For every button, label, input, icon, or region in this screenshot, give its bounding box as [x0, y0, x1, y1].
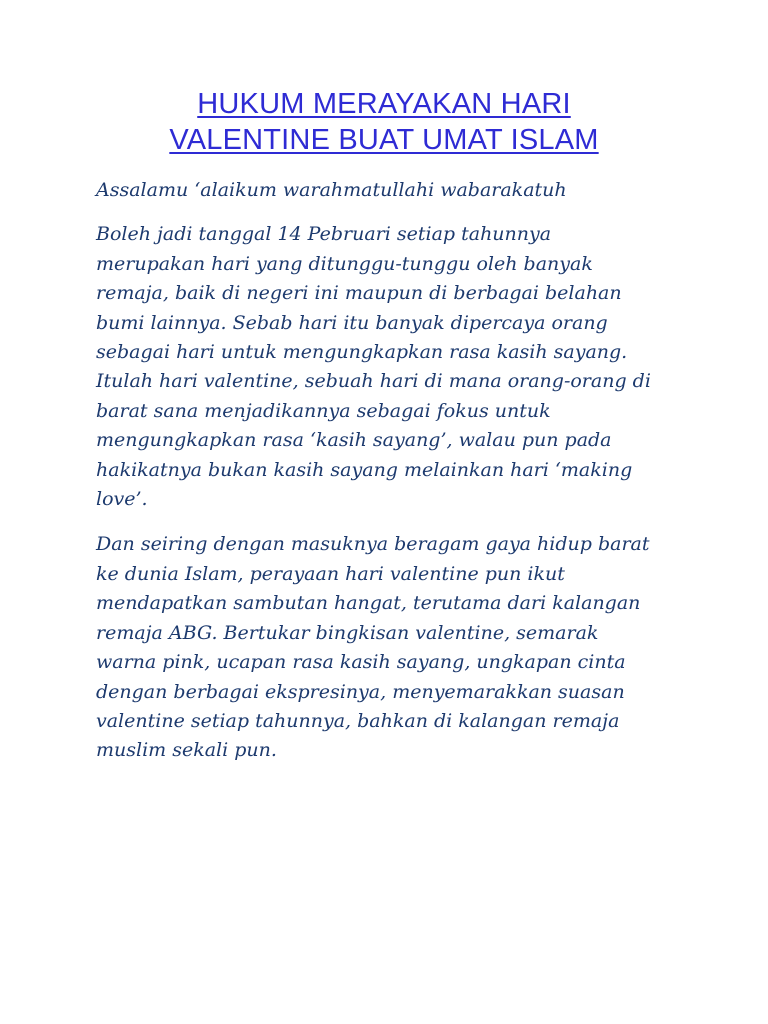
paragraph-1-line: mengungkapkan rasa ‘kasih sayang’, walau pun pada [96, 429, 612, 452]
title-line-1: HUKUM MERAYAKAN HARI [197, 88, 571, 120]
paragraph-1-line: bumi lainnya. Sebab hari itu banyak dipercaya orang [96, 311, 608, 334]
document-body [96, 176, 696, 766]
paragraph-1-line: hakikatnya bukan kasih sayang melainkan hari ‘making [96, 458, 633, 481]
paragraph-1-line: merupakan hari yang ditunggu-tunggu oleh banyak [96, 252, 593, 275]
paragraph-1-line: Boleh jadi tanggal 14 Pebruari setiap tahunnya [96, 223, 552, 246]
greeting: Assalamu ‘alaikum warahmatullahi wabarakatuh [96, 179, 567, 201]
document-title [60, 86, 708, 158]
paragraph-2-line: Dan seiring dengan masuknya beragam gaya hidup barat [96, 533, 650, 556]
paragraph-1-line: sebagai hari untuk mengungkapkan rasa kasih sayang. [96, 341, 628, 364]
paragraph-1-line: remaja, baik di negeri ini maupun di berbagai belahan [96, 282, 622, 305]
paragraph-2-line: valentine setiap tahunnya, bahkan di kalangan remaja [96, 709, 620, 732]
paragraph-2-line: warna pink, ucapan rasa kasih sayang, ungkapan cinta [96, 651, 626, 674]
paragraph-2-line: ke dunia Islam, perayaan hari valentine pun ikut [96, 562, 565, 585]
paragraph-2-line: remaja ABG. Bertukar bingkisan valentine, semarak [96, 621, 599, 644]
paragraph-2-line: dengan berbagai ekspresinya, menyemarakkan suasan [96, 680, 625, 703]
paragraph-1-line: Itulah hari valentine, sebuah hari di mana orang-orang di [96, 370, 651, 393]
paragraph-1-line: barat sana menjadikannya sebagai fokus untuk [96, 399, 551, 422]
title-line-2: VALENTINE BUAT UMAT ISLAM [169, 124, 599, 156]
paragraph-1 [96, 220, 696, 514]
paragraph-1-line: love’. [96, 488, 148, 511]
paragraph-2-line: muslim sekali pun. [96, 739, 277, 762]
paragraph-2 [96, 530, 696, 765]
paragraph-2-line: mendapatkan sambutan hangat, terutama dari kalangan [96, 592, 641, 615]
